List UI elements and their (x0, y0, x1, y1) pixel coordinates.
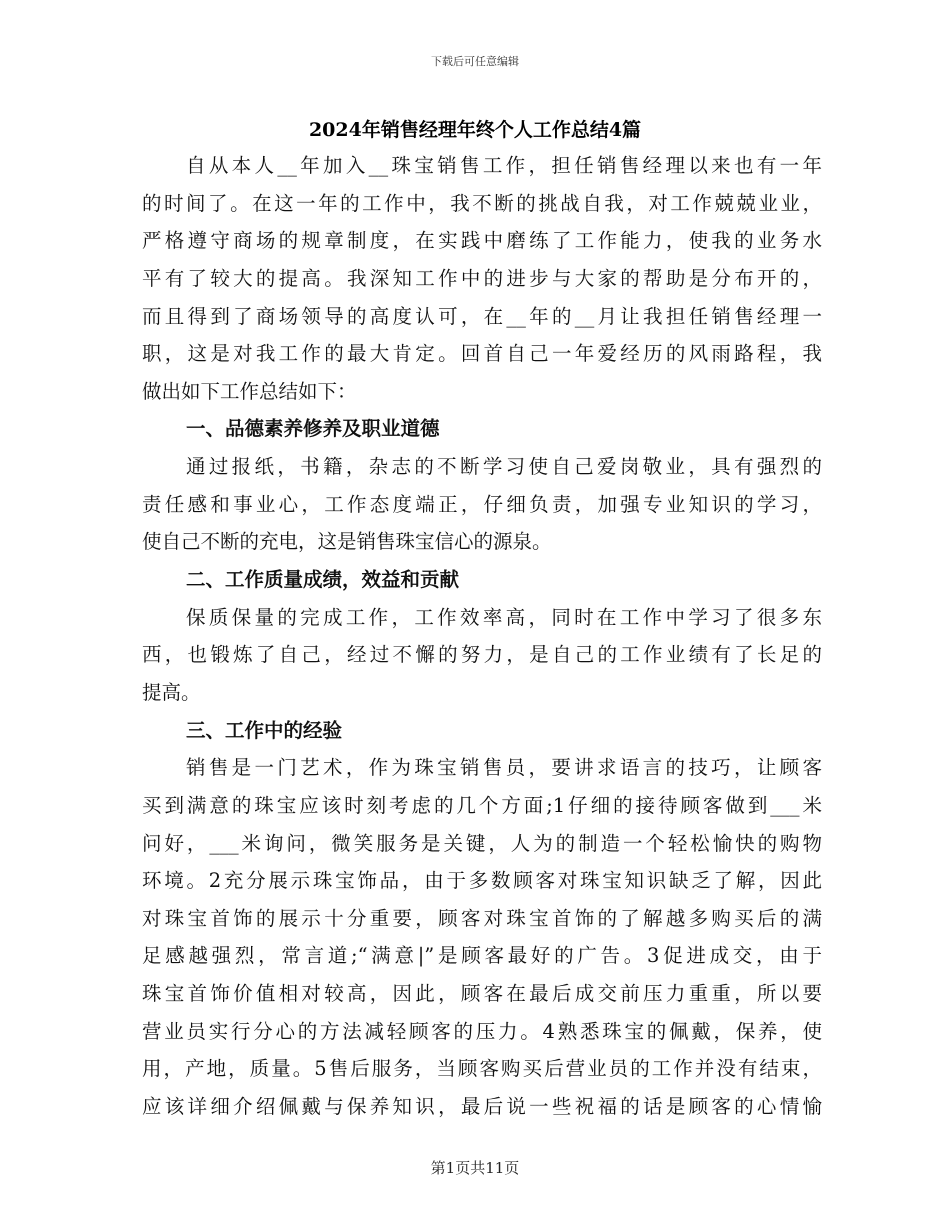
paragraph-line: 严格遵守商场的规章制度，在实践中磨练了工作能力，使我的业务水 (142, 229, 822, 253)
section-heading: 二、工作质量成绩，效益和贡献 (186, 568, 460, 592)
paragraph-line: 对珠宝首饰的展示十分重要，顾客对珠宝首饰的了解越多购买后的满 (142, 906, 822, 930)
paragraph-line: 用，产地，质量。5售后服务，当顾客购买后营业员的工作并没有结束， (142, 1057, 822, 1081)
paragraph-line: 销售是一门艺术，作为珠宝销售员，要讲求语言的技巧，让顾客 (186, 756, 822, 780)
paragraph-line: 提高。 (142, 680, 201, 704)
paragraph-line: 职，这是对我工作的最大肯定。回首自己一年爱经历的风雨路程，我 (142, 342, 822, 366)
paragraph-line: 西，也锻炼了自己，经过不懈的努力，是自己的工作业绩有了长足的 (142, 643, 822, 667)
document-title: 2024年销售经理年终个人工作总结4篇 (308, 119, 642, 141)
paragraph-line: 使自己不断的充电，这是销售珠宝信心的源泉。 (142, 530, 552, 554)
paragraph-line: 珠宝首饰价值相对较高，因此，顾客在最后成交前压力重重，所以要 (142, 982, 822, 1006)
section-heading: 三、工作中的经验 (186, 718, 343, 742)
paragraph-line: 自从本人__年加入__珠宝销售工作，担任销售经理以来也有一年 (186, 154, 822, 177)
paragraph-line: 环境。2充分展示珠宝饰品，由于多数顾客对珠宝知识缺乏了解，因此 (142, 869, 822, 893)
document-body (142, 147, 822, 1126)
paragraph-line: 通过报纸，书籍，杂志的不断学习使自己爱岗敬业，具有强烈的 (186, 455, 822, 479)
paragraph-line: 营业员实行分心的方法减轻顾客的压力。4熟悉珠宝的佩戴，保养，使 (142, 1019, 822, 1043)
section-heading: 一、品德素养修养及职业道德 (186, 417, 440, 441)
paragraph-line: 应该详细介绍佩戴与保养知识，最后说一些祝福的话是顾客的心情愉 (142, 1095, 822, 1119)
page-header: 下载后可任意编辑 (431, 55, 519, 68)
paragraph-line: 做出如下工作总结如下： (142, 379, 357, 403)
paragraph-line: 问好，___米询问，微笑服务是关键，人为的制造一个轻松愉快的购物 (142, 831, 822, 855)
paragraph-line: 足感越强烈，常言道;“满意|”是顾客最好的广告。3促进成交，由于 (142, 944, 822, 968)
page-footer: 第1页共11页 (430, 1159, 520, 1177)
paragraph-line: 买到满意的珠宝应该时刻考虑的几个方面;1仔细的接待顾客做到___米 (142, 793, 822, 817)
paragraph-line: 保质保量的完成工作，工作效率高，同时在工作中学习了很多东 (186, 605, 822, 629)
paragraph-line: 平有了较大的提高。我深知工作中的进步与大家的帮助是分布开的， (142, 266, 822, 290)
paragraph-line: 而且得到了商场领导的高度认可，在__年的__月让我担任销售经理一 (142, 304, 822, 328)
paragraph-line: 责任感和事业心，工作态度端正，仔细负责，加强专业知识的学习， (142, 492, 822, 516)
paragraph-line: 的时间了。在这一年的工作中，我不断的挑战自我，对工作兢兢业业， (142, 191, 822, 215)
